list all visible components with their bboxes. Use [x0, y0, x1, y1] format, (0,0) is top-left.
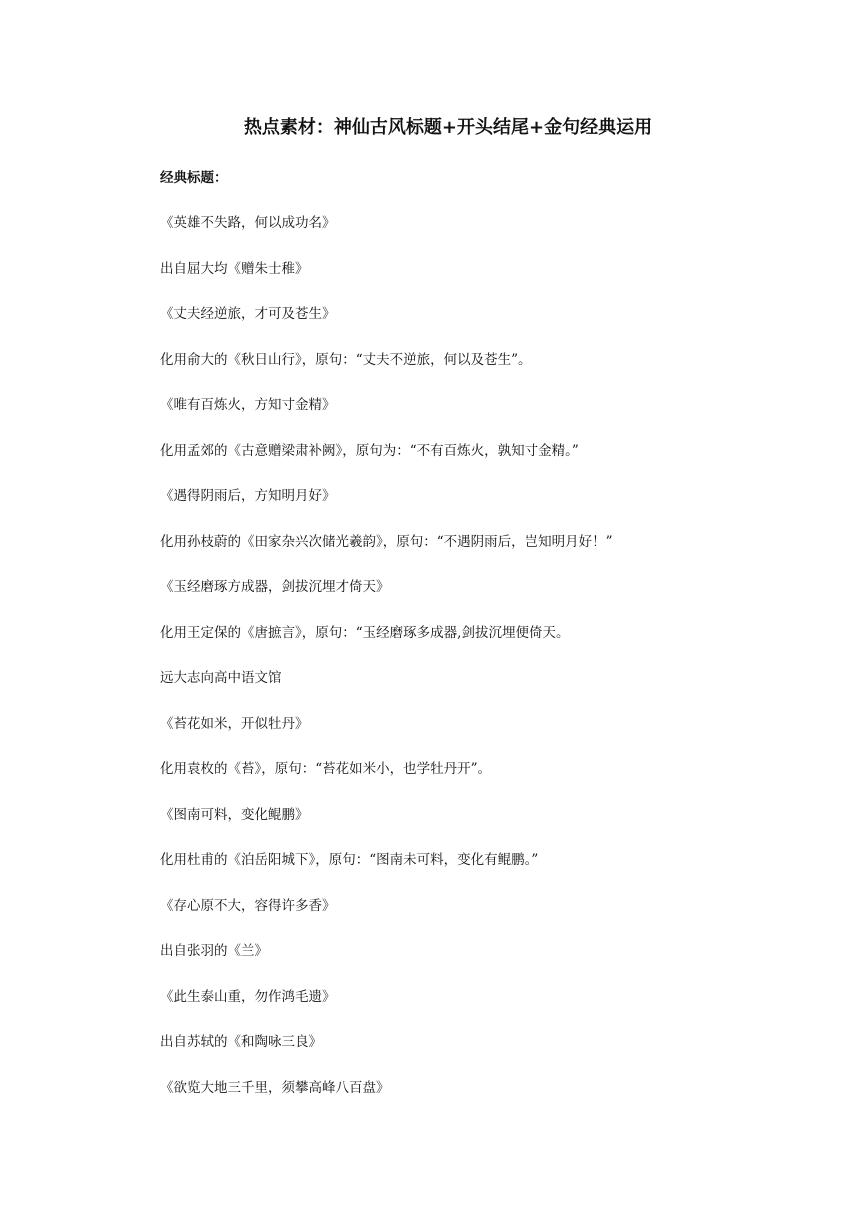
text-line: 《玉经磨琢方成器，剑拔沉埋才倚天》 — [160, 579, 390, 595]
text-line: 《欲览大地三千里，须攀高峰八百盘》 — [160, 1079, 390, 1096]
text-line: 远大志向高中语文馆 — [160, 670, 282, 686]
section-heading: 经典标题： — [160, 170, 228, 186]
text-line: 《图南可料，变化鲲鹏》 — [160, 806, 309, 823]
text-line: 《英雄不失路，何以成功名》 — [160, 215, 336, 231]
text-line: 《此生泰山重，勿作鸿毛遗》 — [160, 988, 336, 1005]
text-line: 化用杜甫的《泊岳阳城下》，原句：“图南未可料，变化有鲲鹏。” — [160, 852, 539, 868]
text-line: 《遇得阴雨后，方知明月好》 — [160, 488, 336, 504]
text-line: 化用孟郊的《古意赠梁肃补阙》，原句为：“不有百炼火，孰知寸金精。” — [160, 442, 579, 459]
text-lines — [160, 212, 760, 1122]
text-line: 化用孙枝蔚的《田家杂兴次储光羲韵》，原句：“不遇阴雨后，岂知明月好！” — [160, 533, 613, 550]
text-line: 化用王定保的《唐摭言》，原句：“玉经磨琢多成器,剑拔沉埋便倚天。 — [160, 624, 570, 641]
text-line: 出自屈大均《赠朱士稚》 — [160, 260, 309, 277]
text-line: 《苔花如米，开似牡丹》 — [160, 715, 309, 732]
text-line: 出自苏轼的《和陶咏三良》 — [160, 1034, 322, 1050]
text-line: 出自张羽的《兰》 — [160, 943, 268, 959]
text-line: 《存心原不大，容得许多香》 — [160, 897, 336, 914]
text-line: 《唯有百炼火，方知寸金精》 — [160, 397, 336, 413]
document-title: 热点素材：神仙古风标题+开头结尾+金句经典运用 — [243, 117, 653, 138]
text-line: 《丈夫经逆旅，才可及苍生》 — [160, 306, 336, 322]
text-line: 化用袁枚的《苔》，原句：“苔花如米小，也学牡丹开”。 — [160, 761, 492, 777]
text-line: 化用俞大的《秋日山行》，原句：“丈夫不逆旅，何以及苍生”。 — [160, 351, 532, 368]
